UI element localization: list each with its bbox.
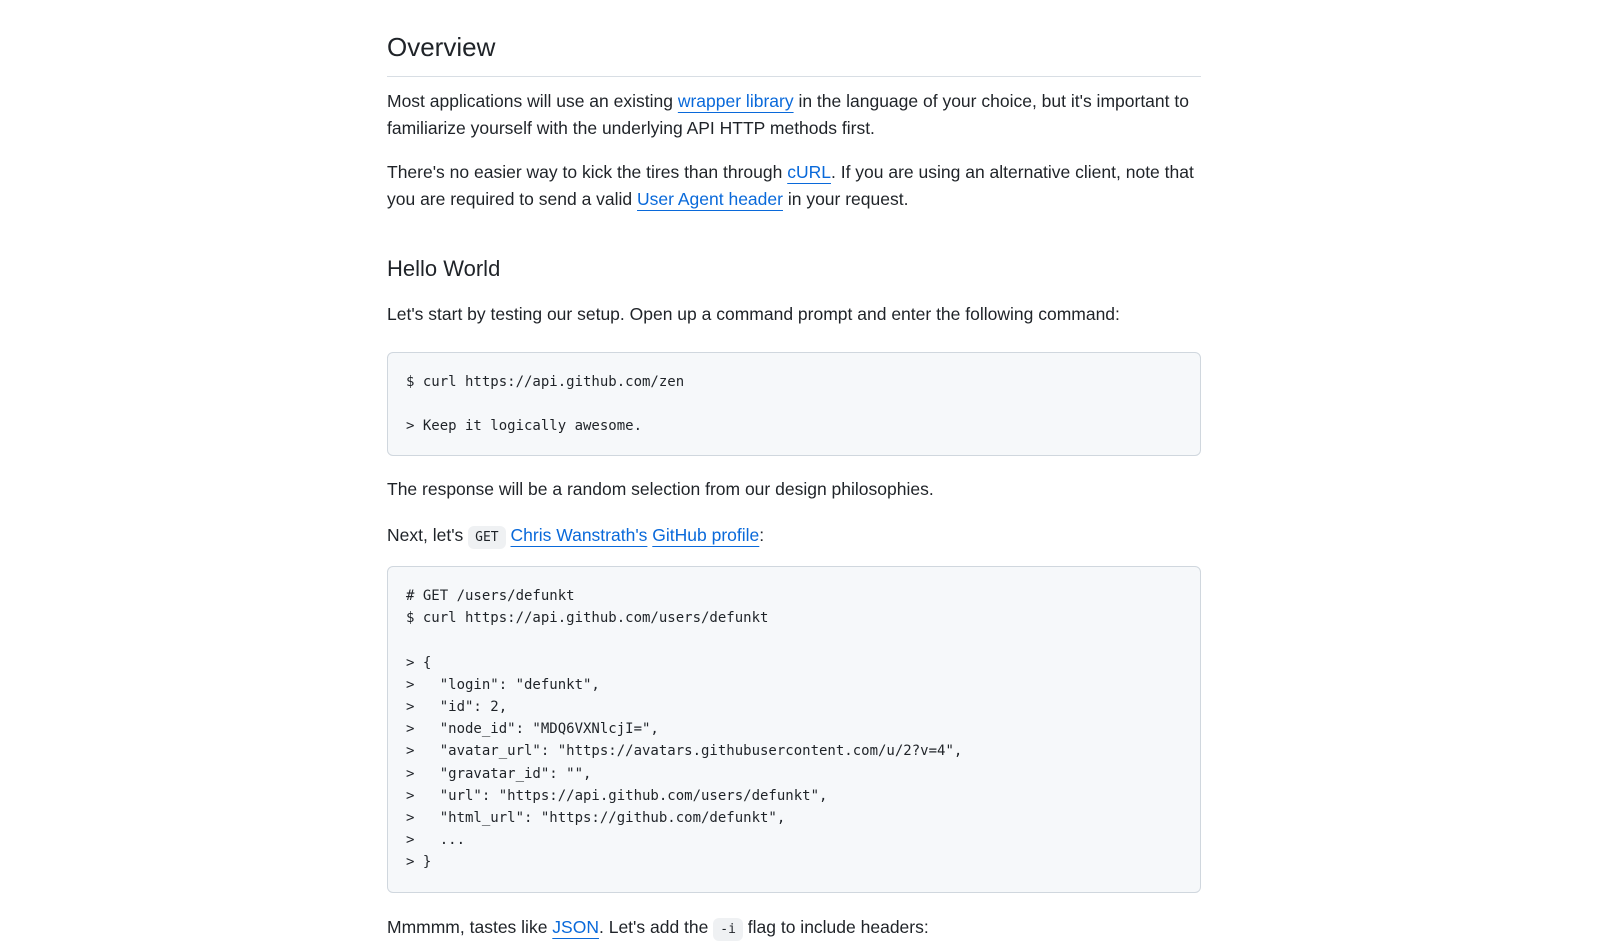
code-line: > } <box>406 854 432 871</box>
code-line: > "url": "https://api.github.com/users/defunkt", <box>406 787 828 804</box>
code-line: > "gravatar_id": "", <box>406 765 592 782</box>
json-link[interactable]: JSON <box>552 917 599 937</box>
text: in your request. <box>782 189 909 209</box>
github-profile-link[interactable]: GitHub profile <box>652 525 760 545</box>
code-line: > "avatar_url": "https://avatars.githubusercontent.com/u/2?v=4", <box>406 743 963 760</box>
text: There's no easier way to kick the tires than through <box>387 162 788 182</box>
code-line: $ curl https://api.github.com/users/defunkt <box>406 610 769 627</box>
overview-heading: Overview <box>387 28 1201 77</box>
code-line: > Keep it logically awesome. <box>406 418 643 435</box>
code-line: > { <box>406 654 432 671</box>
next-paragraph <box>387 522 1201 551</box>
code-line: > "id": 2, <box>406 698 508 715</box>
code-line: # GET /users/defunkt <box>406 588 575 604</box>
text: . Let's add the <box>598 917 714 937</box>
wrapper-library-link[interactable]: wrapper library <box>677 91 794 111</box>
chris-wanstrath-link[interactable]: Chris Wanstrath's <box>510 525 648 545</box>
hello-world-heading: Hello World <box>387 256 501 281</box>
code-line: > "html_url": "https://github.com/defunkt", <box>406 809 786 826</box>
text: : <box>759 525 765 545</box>
code-block-zen[interactable] <box>387 352 1201 456</box>
code-line <box>406 393 1182 415</box>
code-line: > "node_id": "MDQ6VXNlcjI=", <box>406 721 659 738</box>
code-line <box>406 629 1182 651</box>
text: . If you are using an alternative client, note that you are required to send a valid <box>387 162 1194 209</box>
get-inline-code: GET <box>468 526 505 549</box>
overview-paragraph-2 <box>387 159 1201 213</box>
text: Next, let's <box>387 525 469 545</box>
text: Mmmmm, tastes like <box>387 917 553 937</box>
response-paragraph: The response will be a random selection from our design philosophies. <box>387 479 934 499</box>
hello-world-intro: Let's start by testing our setup. Open up a command prompt and enter the following command: <box>387 304 1120 324</box>
code-line: > "login": "defunkt", <box>406 676 600 693</box>
json-paragraph <box>387 914 1201 943</box>
text: Most applications will use an existing <box>387 91 678 111</box>
user-agent-header-link[interactable]: User Agent header <box>637 189 783 209</box>
code-line: $ curl https://api.github.com/zen <box>406 374 685 390</box>
text: flag to include headers: <box>742 917 929 937</box>
curl-link[interactable]: cURL <box>787 162 831 182</box>
i-flag-inline-code: -i <box>713 918 743 941</box>
overview-paragraph-1 <box>387 88 1201 142</box>
code-block-defunkt[interactable] <box>387 566 1201 893</box>
text: in the language of your choice, but it's important to familiarize yourself with the underlying API HTTP methods first. <box>387 91 1189 138</box>
code-line: > ... <box>406 832 466 849</box>
